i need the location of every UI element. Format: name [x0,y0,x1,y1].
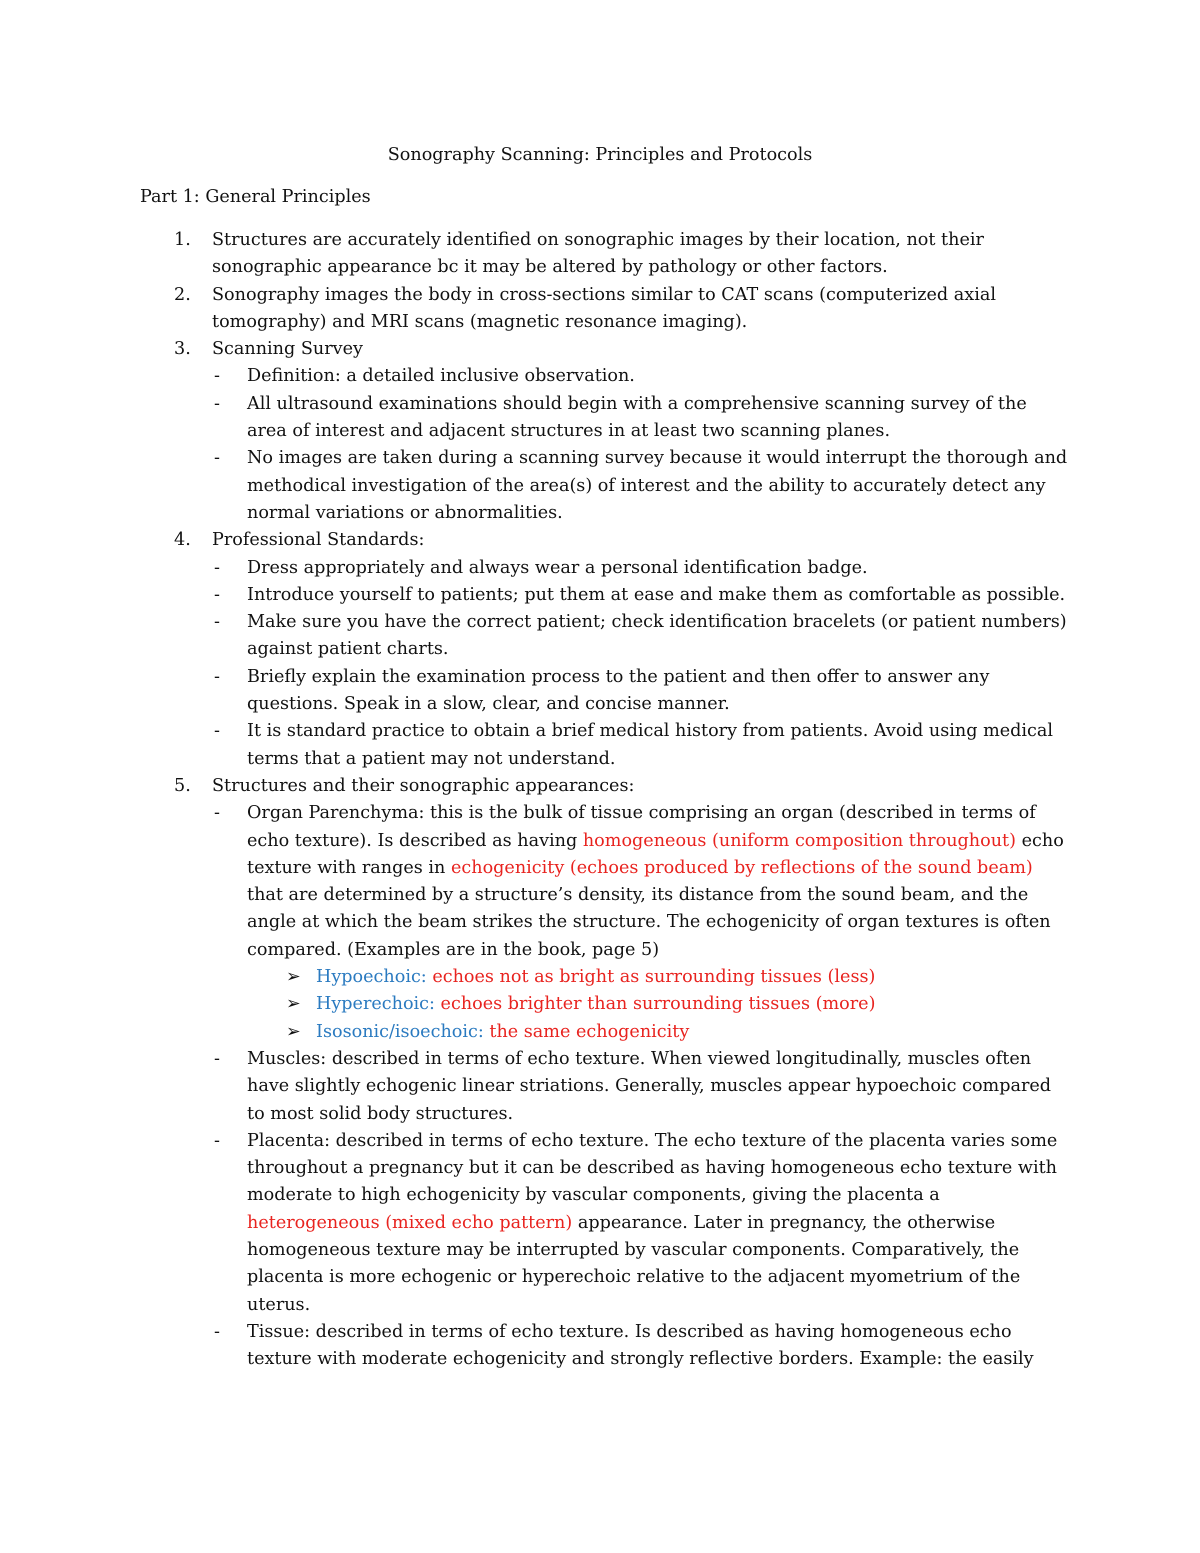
list-item [140,773,1070,1374]
parenchyma-text: Organ Parenchyma: this is the bulk of tissue comprising an organ (described in terms of echo texture). Is described as having [247,803,1036,851]
arrow-bullet-icon: ➢ [286,994,301,1015]
placenta-text: appearance. Later in pregnancy, the otherwise homogeneous texture may be interrupted by vascular components. Comparatively, the placenta is more echogenic or hyperechoic relative to the adjacent myometrium of the uterus. [247,1212,1021,1315]
dash-bullet: - [214,721,220,742]
echo-definition: echoes brighter than surrounding tissues (more) [434,994,876,1015]
dash-bullet: - [214,1130,220,1151]
sub-item [140,391,1070,446]
echo-term-item [140,1019,1070,1046]
item-text: Structures are accurately identified on sonographic images by their location, not their sonographic appearance bc it may be altered by pathology or other factors. [212,230,984,278]
list-item [140,336,1070,527]
muscles-text: Muscles: described in terms of echo texture. When viewed longitudinally, muscles often have slightly echogenic linear striations. Generally, muscles appear hypoechoic compared to most solid body structures. [247,1048,1052,1124]
document-title: Sonography Scanning: Principles and Protocols [387,145,813,165]
item-number: 2. [174,284,191,305]
item-text: Sonography images the body in cross-sections similar to CAT scans (computerized axial tomography) and MRI scans (magnetic resonance imaging). [212,284,996,332]
sub-item-text: No images are taken during a scanning survey because it would interrupt the thorough and methodical investigation of the area(s) of interest and the ability to accurately detect any normal variations or abnormalities. [247,448,1068,523]
arrow-bullet-icon: ➢ [286,1021,301,1042]
sub-item-tissue [140,1319,1070,1374]
echo-term: Hyperechoic: [316,994,435,1015]
sub-item [140,718,1070,773]
sub-item-text: It is standard practice to obtain a brief medical history from patients. Avoid using medical terms that a patient may not understand. [247,721,1054,769]
sub-item [140,664,1070,719]
dash-bullet: - [214,1048,220,1069]
principles-list [140,227,1070,1373]
sub-item [140,609,1070,664]
echo-term-item [140,991,1070,1018]
dash-bullet: - [214,1321,220,1342]
list-item [140,282,1070,337]
highlight-term: heterogeneous (mixed echo pattern) [247,1212,573,1233]
sub-item-placenta [140,1128,1070,1319]
sub-item [140,582,1070,609]
dash-bullet: - [214,393,220,414]
sub-item [140,445,1070,527]
parenchyma-text: that are determined by a structure’s density, its distance from the sound beam, and the angle at which the beam strikes the structure. The echogenicity of organ textures is often compared. (Examples are in the book, page 5) [247,885,1051,960]
parenchyma-text: echo texture with ranges in [247,830,1064,878]
sub-item-text: Briefly explain the examination process to the patient and then offer to answer any questions. Speak in a slow, clear, and concise manner. [247,666,990,715]
arrow-bullet-icon: ➢ [286,967,301,988]
list-item [140,227,1070,282]
sub-item-text: Make sure you have the correct patient; check identification bracelets (or patient numbers) against patient charts. [247,612,1067,660]
dash-bullet: - [214,612,220,633]
highlight-term: echogenicity (echoes produced by reflections of the sound beam) [450,857,1033,878]
placenta-text: Placenta: described in terms of echo texture. The echo texture of the placenta varies some throughout a pregnancy but it can be described as having homogeneous echo texture with moderate to high echogenicity by vascular components, giving the placenta a [247,1130,1058,1206]
sub-item-text: All ultrasound examinations should begin with a comprehensive scanning survey of the area of interest and adjacent structures in at least two scanning planes. [247,393,1027,442]
sub-item-text: Definition: a detailed inclusive observation. [247,366,635,387]
item-number: 5. [174,775,191,796]
item-text: Structures and their sonographic appearances: [212,775,635,796]
sub-item [140,363,1070,390]
sub-item [140,555,1070,582]
dash-bullet: - [214,584,220,605]
sub-item-text: Introduce yourself to patients; put them at ease and make them as comfortable as possible. [247,584,1066,605]
item-number: 1. [174,230,191,250]
sub-item-muscles [140,1046,1070,1128]
echo-term: Isosonic/isoechoic: [316,1021,484,1042]
echo-term-item [140,964,1070,991]
tissue-text: Tissue: described in terms of echo texture. Is described as having homogeneous echo texture with moderate echogenicity and strongly reflective borders. Example: the easily [247,1321,1034,1370]
item-text: Scanning Survey [212,339,363,360]
sub-item-text: Dress appropriately and always wear a personal identification badge. [247,557,868,578]
dash-bullet: - [214,366,220,387]
echo-term: Hypoechoic: [316,967,427,988]
echo-definition: the same echogenicity [483,1021,690,1042]
highlight-term: homogeneous (uniform composition throughout) [582,830,1016,851]
dash-bullet: - [214,448,220,469]
item-number: 4. [174,530,191,551]
sub-item-parenchyma [140,800,1070,964]
dash-bullet: - [214,803,220,824]
dash-bullet: - [214,557,220,578]
list-item [140,527,1070,773]
item-text: Professional Standards: [212,530,425,551]
item-number: 3. [174,339,191,360]
echo-definition: echoes not as bright as surrounding tissues (less) [426,967,876,988]
dash-bullet: - [214,666,220,687]
part-heading: Part 1: General Principles [140,187,371,207]
